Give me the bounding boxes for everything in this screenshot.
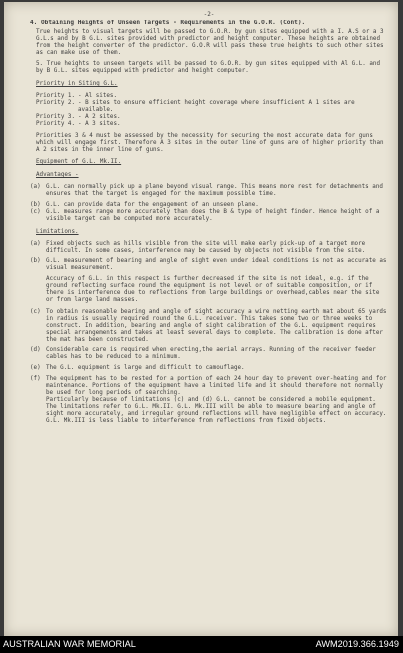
equipment-heading: Equipment of G.L. Mk.II.: [36, 159, 122, 166]
limitation-item: (c) To obtain reasonable bearing and angle of sight accuracy a wire netting earth mat about 65 yards in radius is usually required round the G.L. receiver. This takes some two or three weeks to construct. In addition, bearing and angle of sight calibration of the G.L. equipment requires special arrangements and takes at least several days to complete. The calibration is done after the mat has been constructed.: [30, 308, 387, 343]
paragraph-true-heights-visual: True heights to visual targets will be passed to G.O.R. by gun sites equipped with a I. A.S or a 3 G.L.s and by B G.L. sites provided with predictor and height computer. These heights are obtained from the height converter of the predictor. G.O.R will pass these true heights to such other sites as can make use of them.: [36, 28, 384, 56]
advantage-item: (a) G.L. can normally pick up a plane beyond visual range. This means more rest for detachments and ensures that the target is engaged for the maximum possible time.: [30, 184, 383, 198]
limitations-heading: Limitations.: [36, 228, 79, 235]
limitation-item: (f) The equipment has to be rested for a portion of each 24 hour day to prevent over-heating and for maintenance. Portions of the equipment have a limited life and it should therefore not normally be used for long periods of searching.: [30, 376, 387, 396]
priority-item: Priority 2. - B sites to ensure efficient height coverage where insufficient A 1 sites are available.: [36, 100, 355, 113]
archive-reference: AWM2019.366.1949: [315, 639, 399, 649]
archive-name: AUSTRALIAN WAR MEMORIAL: [3, 639, 136, 649]
archive-footer: [0, 636, 403, 653]
limitation-item: (a) Fixed objects such as hills visible from the site will make early pick-up of a target more difficult. In some cases, interference may be caused by objects not visible from the site.: [30, 240, 366, 254]
priority-item: Priority 1. - Al sites.: [36, 93, 118, 100]
priority-item: Priority 3. - A 2 sites.: [36, 113, 121, 120]
paragraph-5: 5. True heights to unseen targets will be passed to G.O.R. by gun sites equipped with Al G.L. and by B G.L. sites equipped with predictor and height computer.: [36, 61, 381, 75]
priority-heading: Priority in Siting G.L.: [36, 81, 118, 88]
document-page: [4, 2, 398, 636]
priority-item: Priority 4. - A 3 sites.: [36, 120, 121, 127]
page-number: -2-: [203, 11, 215, 18]
section-heading: 4. Obtaining Heights of Unseen Targets - Requirements in the G.O.R. (Cont).: [30, 19, 306, 26]
limitation-item: (d) Considerable care is required when erecting,the aerial arrays. Running of the receiver feeder cables has to be reduced to a minimum.: [30, 347, 376, 361]
advantage-item: (c) G.L. measures range more accurately than does the B & type of height finder. Hence height of a visible target can be computed more accurately.: [30, 208, 380, 222]
limitation-item: (e) The G.L. equipment is large and difficult to camouflage.: [30, 365, 245, 372]
advantage-item: (b) G.L. can provide data for the engagement of an unseen plane.: [30, 202, 259, 209]
priority-list: [30, 93, 388, 128]
limitation-b-note: Accuracy of G.L. in this respect is further decreased if the site is not ideal, e.g. if the ground reflecting surface round the equipment is not level or of suitable composition, or if there is interference due to reflections from large buildings or overhead,cables near the site or from large land masses.: [46, 276, 380, 303]
priority-note: Priorities 3 & 4 must be assessed by the necessity for securing the most accurate data for guns which will engage first. Therefore A 3 sites in the outer line of guns are of higher priority than A 2 sites in the inner line of guns.: [36, 132, 384, 153]
limitation-item: (b) G.L. measurement of bearing and angle of sight even under ideal conditions is not as accurate as visual measurement.: [30, 258, 387, 272]
limitation-f-note: Particularly because of limitations (c) and (d) G.L. cannot be considered a mobile equipment. The limitations refer to G.L. Mk.II. G.L. Mk.III will be able to measure bearing and angle of sight more accurately, and irregular ground reflections will have negligible effect on accuracy. G.L. Mk.III is less liable to interference from reflections from fixed objects.: [46, 396, 387, 424]
document-body: [30, 12, 388, 430]
advantages-heading: Advantages -: [36, 172, 79, 179]
